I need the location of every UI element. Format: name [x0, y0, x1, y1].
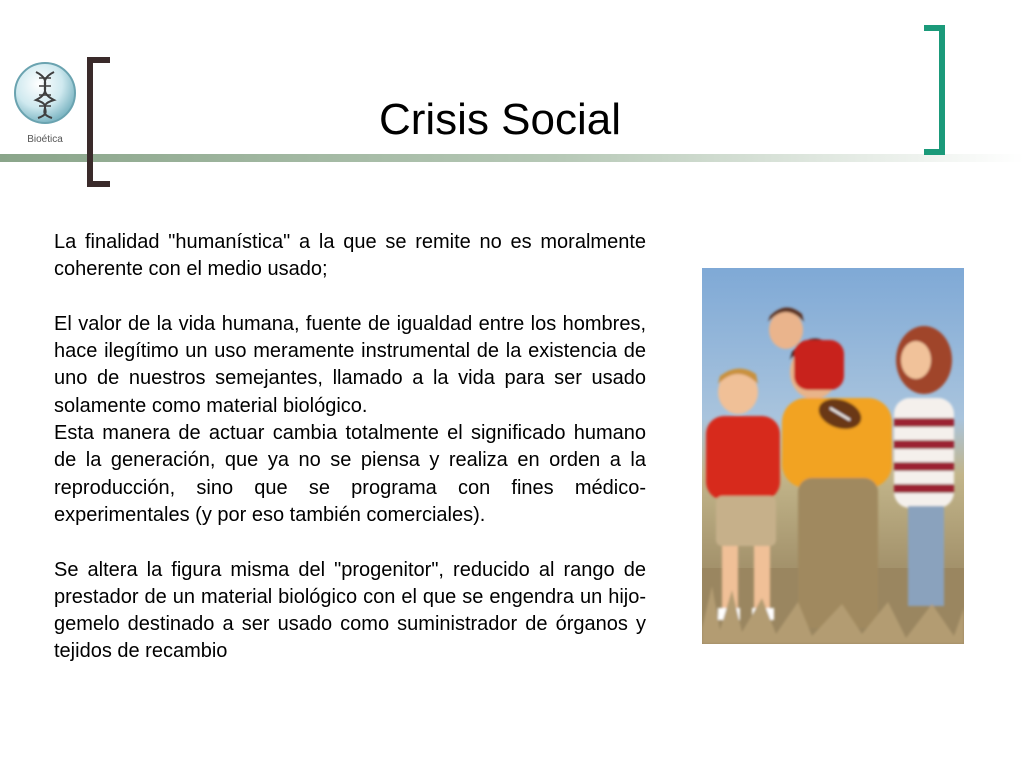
right-bracket-decoration: [920, 24, 950, 156]
paragraph-3: Esta manera de actuar cambia totalmente el significado humano de la generación, que ya no se piensa y realiza en orden a la reproducción, sino que se programa con fines médico-experimentales (y por eso también comerciales).: [54, 422, 646, 526]
family-photo: [702, 268, 964, 644]
paragraph-4: Se altera la figura misma del "progenitor", reducido al rango de prestador de un material biológico con el que se engendra un hijo-gemelo destinado a ser usado como suministrador de órganos y tejidos de recambio: [54, 558, 646, 663]
paragraph-2: El valor de la vida humana, fuente de igualdad entre los hombres, hace ilegítimo un uso meramente instrumental de la existencia de uno de nuestros semejantes, llamado a la vida para ser usado solamente como material biológico.: [54, 312, 646, 417]
left-bracket-decoration: [84, 56, 114, 188]
logo-caption: Bioética: [27, 134, 63, 145]
dna-helix-icon: [12, 60, 78, 126]
title-divider: [0, 152, 1024, 164]
body-text: [54, 229, 646, 693]
slide-title: Crisis Social: [378, 95, 622, 144]
paragraph-1: La finalidad "humanística" a la que se remite no es moralmente coherente con el medio usado;: [54, 231, 646, 281]
